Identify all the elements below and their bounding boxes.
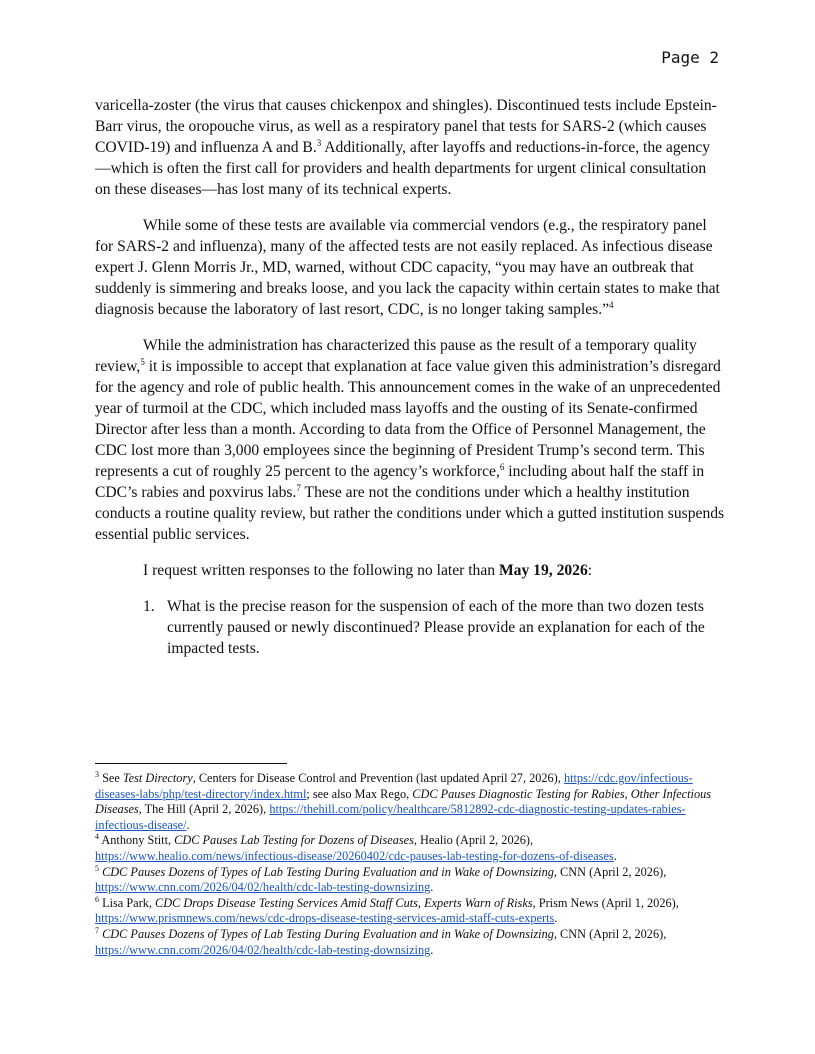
footnote: [95, 927, 725, 958]
text-run: , Healio (April 2, 2026),: [413, 833, 534, 848]
text-run: .: [430, 942, 434, 957]
footnote-separator: [95, 763, 287, 764]
request-number: 1.: [143, 598, 155, 615]
footnote-ref: 6: [499, 461, 505, 472]
text-run: it is impossible to accept that explanation at face value given this administration’s disregard for the agency and role of public health. This announcement comes in the wake of an unprecedented year of turmoil at the CDC, which included mass layoffs and the ousting of its Senate-confirmed Director after less than a month. According to data from the Office of Personnel Management, the CDC lost more than 3,000 employees since the beginning of President Trump’s second term. This represents a cut of roughly 25 percent to the agency’s workforce,: [95, 358, 721, 480]
text-run: .: [554, 911, 558, 926]
footnote-link[interactable]: https://www.healio.com/news/infectious-disease/20260402/cdc-pauses-lab-testing-for-dozens-of-diseases: [95, 848, 614, 863]
footnote-ref: 4: [609, 299, 614, 310]
footnote: [95, 833, 725, 864]
text-run: including about half the staff in CDC’s rabies and poxvirus labs.: [95, 463, 705, 501]
text-run: .: [613, 848, 617, 863]
response-deadline: May 19, 2026: [498, 562, 588, 579]
text-run: Anthony Stitt,: [99, 833, 175, 848]
footnote-text: [95, 865, 666, 895]
footnote-number: 3: [95, 769, 99, 779]
text-run: , Prism News (April 1, 2026),: [532, 895, 679, 910]
request-intro-text: I request written responses to the following no later than: [143, 562, 499, 579]
text-run: See: [99, 771, 123, 785]
footnote-text: [95, 833, 617, 863]
footnote-link[interactable]: https://www.prismnews.com/news/cdc-drops-disease-testing-services-amid-staff-cuts-experts: [95, 911, 555, 926]
footnote-link[interactable]: https://www.cnn.com/2026/04/02/health/cdc-lab-testing-downsizing: [95, 942, 431, 957]
text-run: , CNN (April 2, 2026),: [553, 926, 667, 941]
footnote-number: 7: [95, 925, 99, 935]
text-run: , Centers for Disease Control and Prevention (last updated April 27, 2026),: [192, 771, 564, 785]
footnote-link[interactable]: https://thehill.com/policy/healthcare/5812892-cdc-diagnostic-testing-updates-rabies-infectious-disease/: [95, 802, 686, 832]
footnote-number: 5: [95, 863, 99, 873]
cited-title: CDC Pauses Diagnostic Testing for Rabies, Other Infectious Diseases: [95, 786, 712, 817]
footnotes: [95, 771, 725, 958]
request-intro: [95, 560, 725, 581]
request-text: What is the precise reason for the suspension of each of the more than two dozen tests currently paused or newly discontinued? Please provide an explanation for each of the impacted tests.: [167, 598, 705, 657]
text-run: , The Hill (April 2, 2026),: [138, 802, 270, 817]
text-run: varicella-zoster (the virus that causes chickenpox and shingles). Discontinued tests include Epstein-Barr virus, the oropouche virus, as well as a respiratory panel that tests for SARS-2 (which causes COVID-19) and influenza A and B.: [95, 97, 717, 156]
footnote: [95, 896, 725, 927]
paragraph-continued: [95, 95, 725, 200]
request-item: [143, 596, 725, 659]
footnote-ref: 7: [296, 482, 301, 493]
text-run: , CNN (April 2, 2026),: [553, 864, 667, 879]
cited-title: Test Directory: [122, 771, 193, 785]
footnote-link[interactable]: https://cdc.gov/infectious-diseases-labs/php/test-directory/index.html: [95, 771, 693, 801]
letter-body: [95, 95, 725, 659]
text-run: While the administration has characterized this pause as the result of a temporary quality review,: [95, 337, 697, 375]
footnote-link[interactable]: https://www.cnn.com/2026/04/02/health/cdc-lab-testing-downsizing: [95, 880, 431, 895]
page-number: Page 2: [661, 48, 719, 67]
text-run: .: [430, 880, 434, 895]
request-intro-colon: :: [587, 562, 593, 579]
footnote-text: [95, 771, 711, 832]
paragraph-administration-pause: [95, 335, 725, 545]
text-run: These are not the conditions under which a healthy institution conducts a routine quality review, but rather the conditions under which a gutted institution suspends essential public services.: [95, 484, 725, 543]
footnote-ref: 5: [140, 356, 145, 367]
request-list: [95, 596, 725, 659]
text-run: Additionally, after layoffs and reductions-in-force, the agency—which is often the first call for providers and health departments for urgent clinical consultation on these diseases—has lost many of its technical experts.: [95, 139, 711, 198]
footnote-number: 6: [95, 894, 99, 904]
text-run: .: [186, 817, 190, 832]
paragraph-commercial-vendors: [95, 215, 725, 320]
footnote-number: 4: [95, 832, 99, 842]
footnote: [95, 771, 725, 833]
footnote-ref: 3: [316, 137, 322, 148]
cited-title: CDC Drops Disease Testing Services Amid Staff Cuts, Experts Warn of Risks: [155, 895, 533, 910]
footnote-text: [95, 927, 666, 957]
footnote-text: [95, 896, 679, 926]
text-run: While some of these tests are available via commercial vendors (e.g., the respiratory panel for SARS-2 and influenza), many of the affected tests are not easily replaced. As infectious disease expert J. Glenn Morris Jr., MD, warned, without CDC capacity, “you may have an outbreak that suddenly is simmering and breaks loose, and you lack the capacity within certain states to make that diagnosis because the laboratory of last resort, CDC, is no longer taking samples.”: [95, 217, 720, 318]
footnote: [95, 865, 725, 896]
cited-title: CDC Pauses Dozens of Types of Lab Testing During Evaluation and in Wake of Downsizing: [102, 926, 554, 941]
cited-title: CDC Pauses Lab Testing for Dozens of Diseases: [174, 833, 414, 848]
text-run: Lisa Park,: [99, 895, 156, 910]
cited-title: CDC Pauses Dozens of Types of Lab Testing During Evaluation and in Wake of Downsizing: [102, 864, 554, 879]
text-run: ; see also Max Rego,: [306, 786, 413, 801]
